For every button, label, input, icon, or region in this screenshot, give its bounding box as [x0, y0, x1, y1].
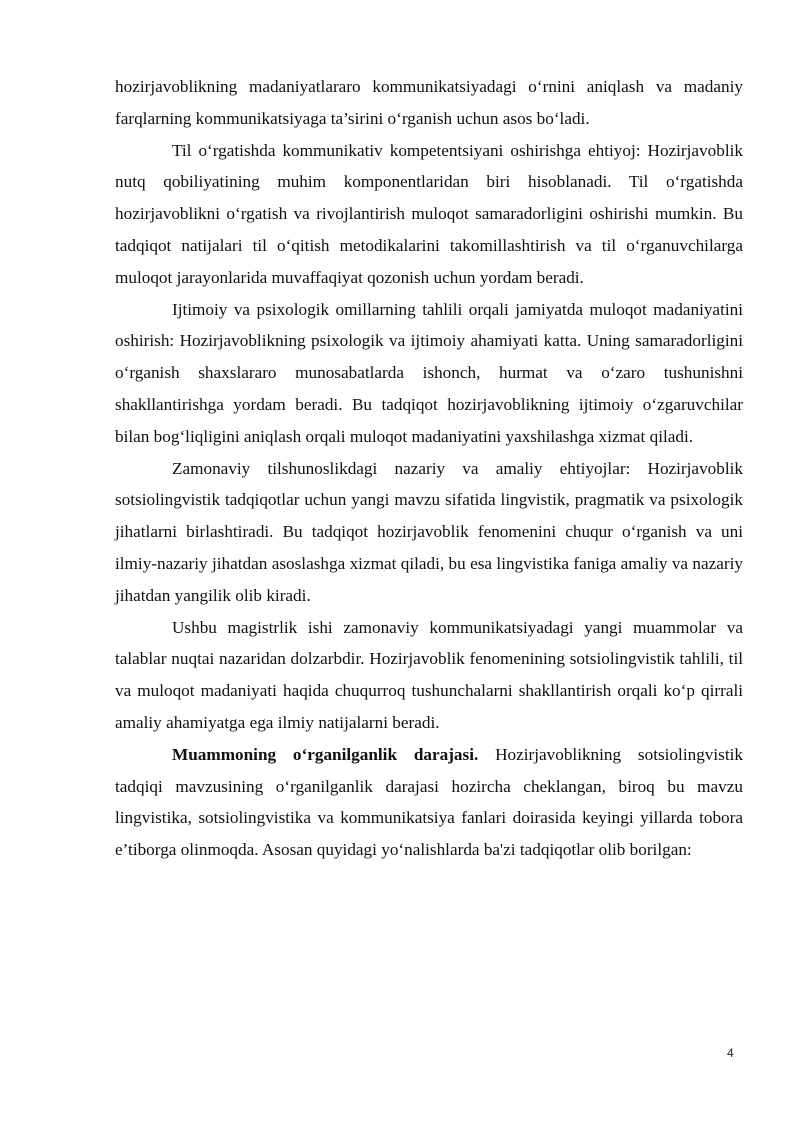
paragraph [115, 294, 743, 453]
paragraph-text: Zamonaviy tilshunoslikdagi nazariy va amaliy ehtiyojlar: Hozirjavoblik sotsiolingvistik tadqiqotlar uchun yangi mavzu sifatida lingvistik, pragmatik va psixologik jihatlarni birlashtiradi. Bu tadqiqot hozirjavoblik fenomenini chuqur o‘rganish va uni ilmiy-nazariy jihatdan asoslashga xizmat qiladi, bu esa lingvistika faniga amaliy va nazariy jihatdan yangilik olib kiradi. [115, 458, 743, 605]
section-lead-heading: Muammoning o‘rganilganlik darajasi. [172, 744, 479, 764]
paragraph-text: Ijtimoiy va psixologik omillarning tahlili orqali jamiyatda muloqot madaniyatini oshirish: Hozirjavoblikning psixologik va ijtimoiy ahamiyati katta. Uning samaradorligini o‘rganish shaxslararo munosabatlarda ishonch, hurmat va o‘zaro tushunishni shakllantirishga yordam beradi. Bu tadqiqot hozirjavoblikning ijtimoiy o‘zgaruvchilar bilan bog‘liqligini aniqlash orqali muloqot madaniyatini yaxshilashga xizmat qiladi. [115, 299, 743, 446]
paragraph [115, 739, 743, 866]
page-number: 4 [727, 1046, 734, 1060]
paragraph [115, 135, 743, 294]
paragraph-text: hozirjavoblikning madaniyatlararo kommunikatsiyadagi o‘rnini aniqlash va madaniy farqlarning kommunikatsiyaga ta’sirini o‘rganish uchun asos bo‘ladi. [115, 77, 743, 128]
paragraph-text: Hozirjavoblikning sotsiolingvistik tadqiqi mavzusining o‘rganilganlik darajasi hozircha cheklangan, biroq bu mavzu lingvistika, sotsiolingvistika va kommunikatsiya fanlari doirasida keyingi yillarda tobora e’tiborga olinmoqda. Asosan quyidagi yo‘nalishlarda ba'zi tadqiqotlar olib borilgan: [115, 744, 743, 860]
paragraph [115, 612, 743, 739]
paragraph [115, 453, 743, 612]
paragraph-text: Til o‘rgatishda kommunikativ kompetentsiyani oshirishga ehtiyoj: Hozirjavoblik nutq qobiliyatining muhim komponentlaridan biri hisoblanadi. Til o‘rgatishda hozirjavoblikni o‘rgatish va rivojlantirish muloqot samaradorligini oshirishi mumkin. Bu tadqiqot natijalari til o‘qitish metodikalarini takomillashtirish va til o‘rganuvchilarga muloqot jarayonlarida muvaffaqiyat qozonish uchun yordam beradi. [115, 140, 743, 287]
body-text [115, 71, 743, 866]
paragraph [115, 71, 743, 135]
paragraph-text: Ushbu magistrlik ishi zamonaviy kommunikatsiyadagi yangi muammolar va talablar nuqtai nazaridan dolzarbdir. Hozirjavoblik fenomenining sotsiolingvistik tahlili, til va muloqot madaniyati haqida chuqurroq tushunchalarni shakllantirish orqali ko‘p qirrali amaliy ahamiyatga ega ilmiy natijalarni beradi. [115, 617, 743, 732]
